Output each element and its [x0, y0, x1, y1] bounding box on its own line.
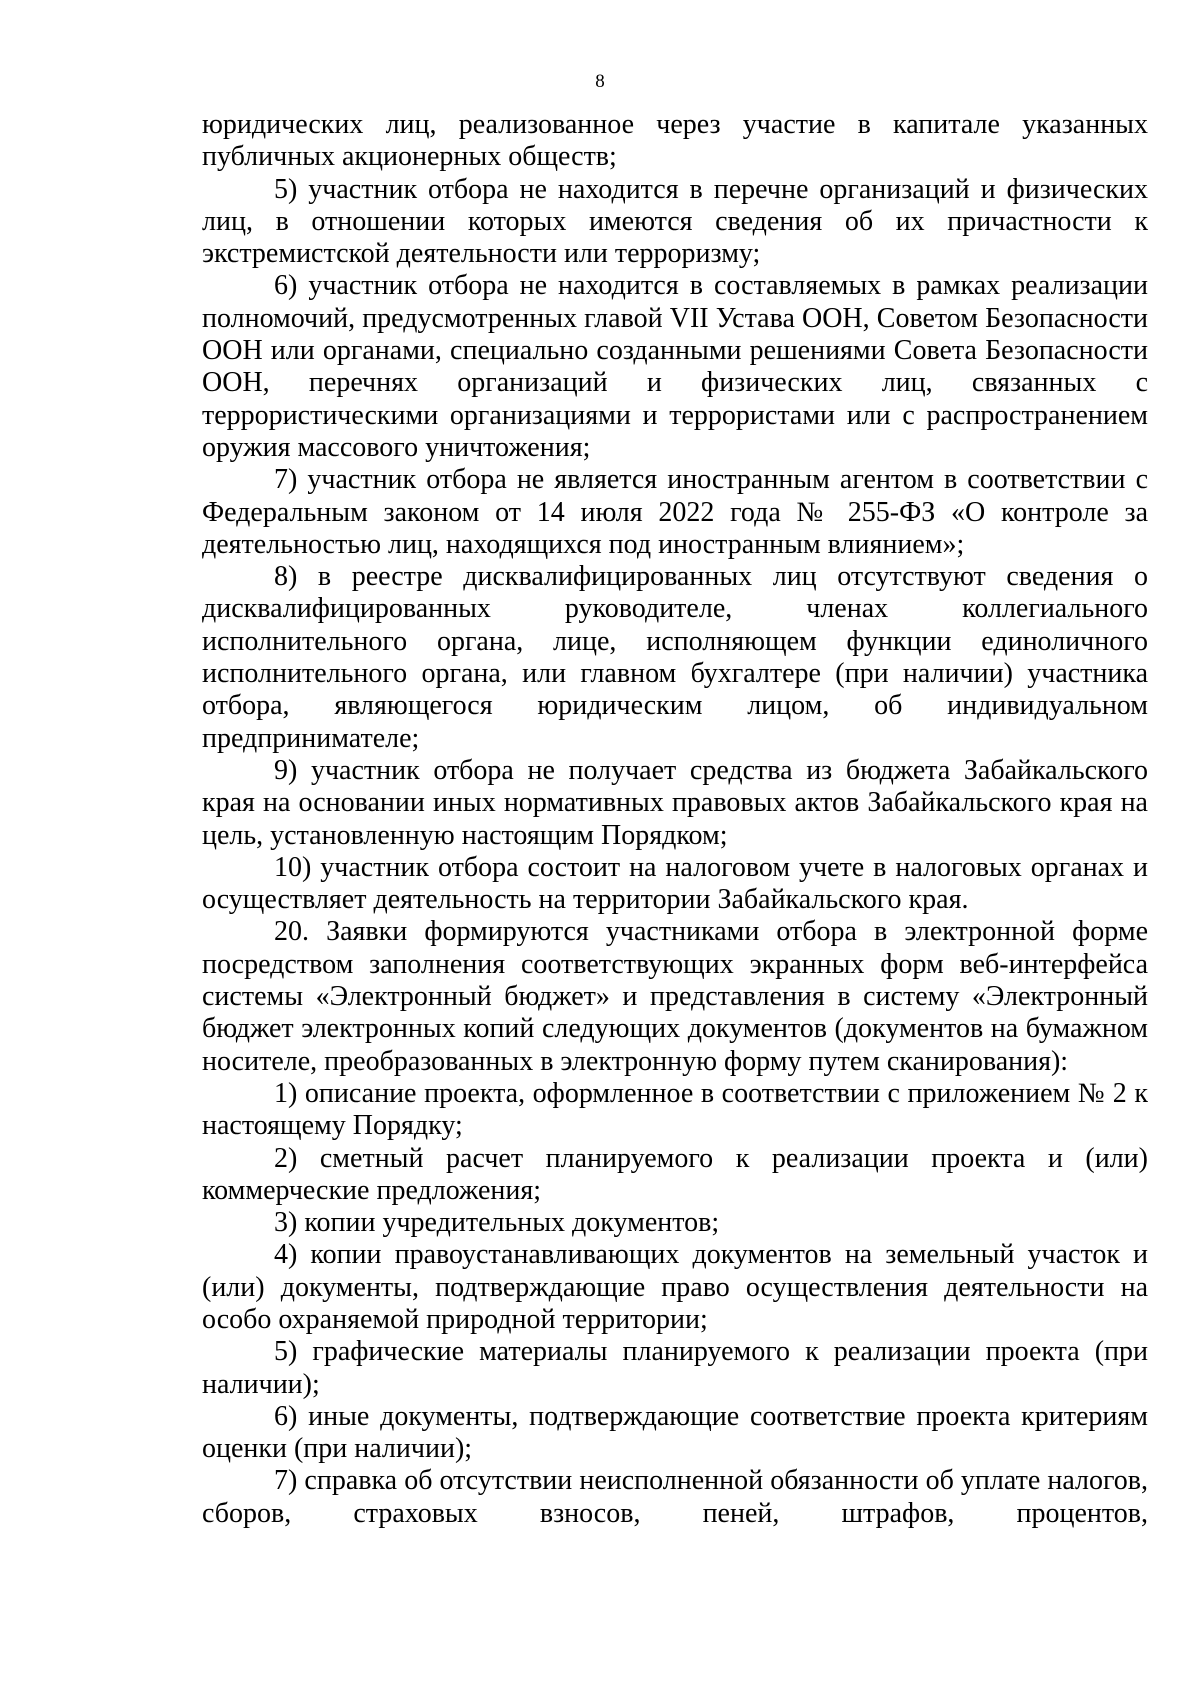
- document-item-5-graphic-materials: 5) графические материалы планируемого к реализации проекта (при наличии);: [202, 1336, 1148, 1400]
- document-item-2-cost-estimate: 2) сметный расчет планируемого к реализации проекта и (или) коммерческие предложения;: [202, 1142, 1148, 1206]
- document-item-3-founding-documents: 3) копии учредительных документов;: [274, 1207, 720, 1239]
- list-item-9-budget-funds: 9) участник отбора не получает средства из бюджета Забайкальского края на основании иных нормативных правовых актов Забайкальского края на цель, установленную настоящим Порядком;: [202, 754, 1148, 851]
- list-item-7-foreign-agent: 7) участник отбора не является иностранным агентом в соответствии с Федеральным законом от 14 июля 2022 года № 255-ФЗ «О контроле за деятельностью лиц, находящихся под иностранным влиянием»;: [202, 464, 1148, 560]
- list-item-8-disqualified-persons: 8) в реестре дисквалифицированных лиц отсутствуют сведения о дисквалифицированных руководителе, членах коллегиального исполнительного органа, лице, исполняющем функции единоличного исполнительного органа, или главном бухгалтере (при наличии) участника отбора, являющегося юридическим лицом, об индивидуальном предпринимателе;: [202, 561, 1148, 754]
- document-item-6-other-documents: 6) иные документы, подтверждающие соответствие проекта критериям оценки (при наличии);: [202, 1400, 1148, 1465]
- clause-20-applications: 20. Заявки формируются участниками отбора в электронной форме посредством заполнения соответствующих экранных форм веб-интерфейса системы «Электронный бюджет» и представления в систему «Электронный бюджет электронных копий следующих документов (документов на бумажном носителе, преобразованных в электронную форму путем сканирования):: [202, 916, 1148, 1077]
- document-item-4-land-documents: 4) копии правоустанавливающих документов на земельный участок и (или) документы, подтверждающие право осуществления деятельности на особо охраняемой природной территории;: [202, 1239, 1148, 1335]
- document-item-1-project-description: 1) описание проекта, оформленное в соответствии с приложением № 2 к настоящему Порядку;: [202, 1077, 1148, 1142]
- document-body: [202, 109, 1148, 1530]
- list-item-10-tax-registration: 10) участник отбора состоит на налоговом учете в налоговых органах и осуществляет деятельность на территории Забайкальского края.: [202, 851, 1148, 916]
- document-item-7-tax-certificate: 7) справка об отсутствии неисполненной обязанности об уплате налогов, сборов, страховых взносов, пеней, штрафов, процентов,: [202, 1465, 1148, 1529]
- list-item-5-extremism: 5) участник отбора не находится в перечне организаций и физических лиц, в отношении которых имеются сведения об их причастности к экстремистской деятельности или терроризму;: [202, 173, 1148, 270]
- page-number: 8: [595, 71, 605, 92]
- paragraph-continuation: юридических лиц, реализованное через участие в капитале указанных публичных акционерных обществ;: [202, 109, 1148, 173]
- list-item-6-un-sanctions: 6) участник отбора не находится в составляемых в рамках реализации полномочий, предусмотренных главой VII Устава ООН, Советом Безопасности ООН или органами, специально созданными решениями Совета Безопасности ООН, перечнях организаций и физических лиц, связанных с террористическими организациями и террористами или с распространением оружия массового уничтожения;: [202, 270, 1148, 463]
